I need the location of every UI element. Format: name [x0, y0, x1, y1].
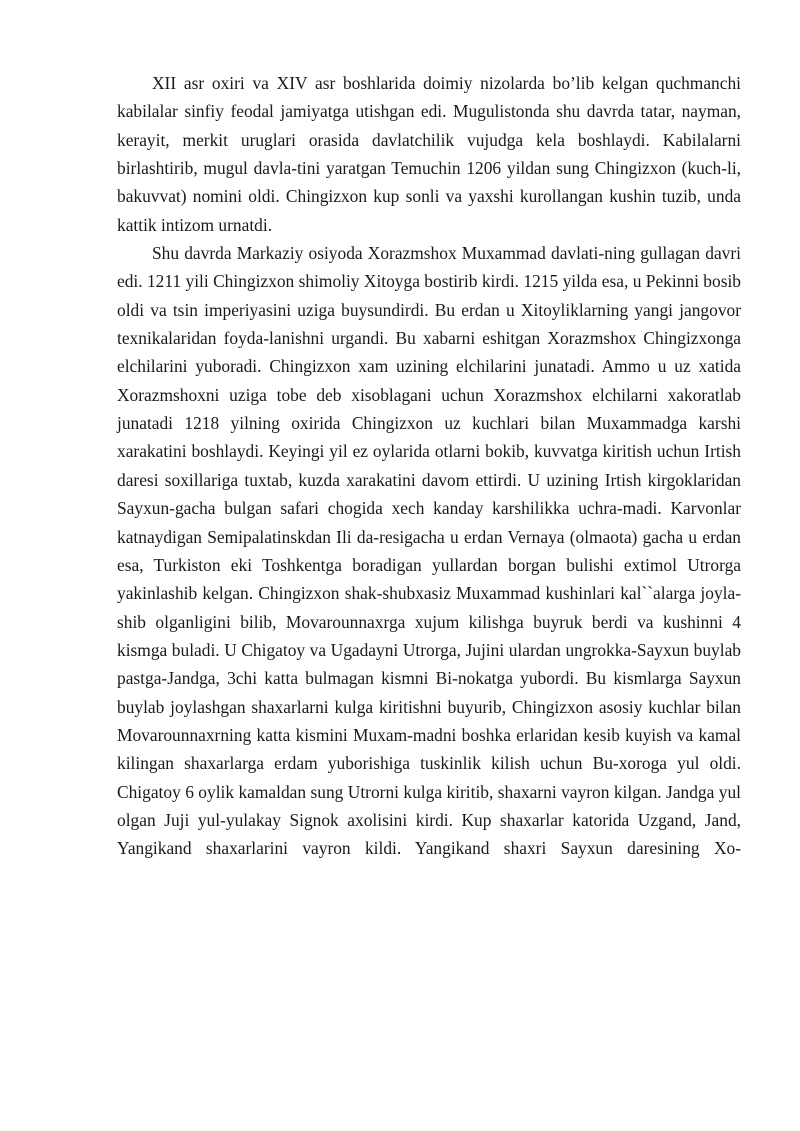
document-body: [117, 69, 741, 863]
paragraph-1: XII asr oxiri va XIV asr boshlarida doimiy nizolarda bo’lib kelgan quchmanchi kabilalar sinfiy feodal jamiyatga utishgan edi. Mugulistonda shu davrda tatar, nayman, kerayit, merkit uruglari orasida davlatchilik vujudga kela boshlaydi. Kabilalarni birlashtirib, mugul davla-tini yaratgan Temuchin 1206 yildan sung Chingizxon (kuch-li, bakuvvat) nomini oldi. Chingizxon kup sonli va yaxshi kurollangan kushin tuzib, unda kattik intizom urnatdi.: [117, 73, 741, 235]
paragraph-2: Shu davrda Markaziy osiyoda Xorazmshox Muxammad davlati-ning gullagan davri edi. 1211 yili Chingizxon shimoliy Xitoyga bostirib kirdi. 1215 yilda esa, u Pekinni bosib oldi va tsin imperiyasini uziga buysundirdi. Bu erdan u Xitoyliklarning yangi jangovor texnikalaridan foyda-lanishni urgandi. Bu xabarni eshitgan Xorazmshox Chingizxonga elchilarini yuboradi. Chingizxon xam uzining elchilarini junatadi. Ammo u uz xatida Xorazmshoxni uziga tobe deb xisoblagani uchun Xorazmshox elchilarni xakoratlab junatadi 1218 yilning oxirida Chingizxon uz kuchlari bilan Muxammadga karshi xarakatini boshlaydi. Keyingi yil ez oylarida otlarni bokib, kuvvatga kiritish uchun Irtish daresi soxillariga tuxtab, kuzda xarakatini davom ettirdi. U uzining Irtish kirgoklaridan Sayxun-gacha bulgan safari chogida xech kanday karshilikka uchra-madi. Karvonlar katnaydigan Semipalatinskdan Ili da-resigacha u erdan Vernaya (olmaota) gacha u erdan esa, Turkiston eki Toshkentga boradigan yullardan borgan bulishi extimol Utrorga yakinlashib kelgan. Chingizxon shak-shubxasiz Muxammad kushinlari kal``alarga joyla-shib olganligini bilib, Movarounnaxrga xujum kilishga buyruk berdi va kushinni 4 kismga buladi. U Chigatoy va Ugadayni Utrorga, Jujini ulardan ungrokka-Sayxun buylab pastga-Jandga, 3chi katta bulmagan kismni Bi-nokatga yubordi. Bu kismlarga Sayxun buylab joylashgan shaxarlarni kulga kiritishni buyurib, Chingizxon asosiy kuchlar bilan Movarounnaxrning katta kismini Muxam-madni boshka erlaridan kesib kuyish va kamal kilingan shaxarlarga erdam yuborishiga tuskinlik kilish uchun Bu-xoroga yul oldi. Chigatoy 6 oylik kamaldan sung Utrorni kulga kiritib, shaxarni vayron kilgan. Jandga yul olgan Juji yul-yulakay Signok axolisini kirdi. Kup shaxarlar katorida Uzgand, Jand, Yangikand shaxarlarini vayron kildi. Yangikand shaxri Sayxun daresining Xo-: [117, 243, 741, 859]
